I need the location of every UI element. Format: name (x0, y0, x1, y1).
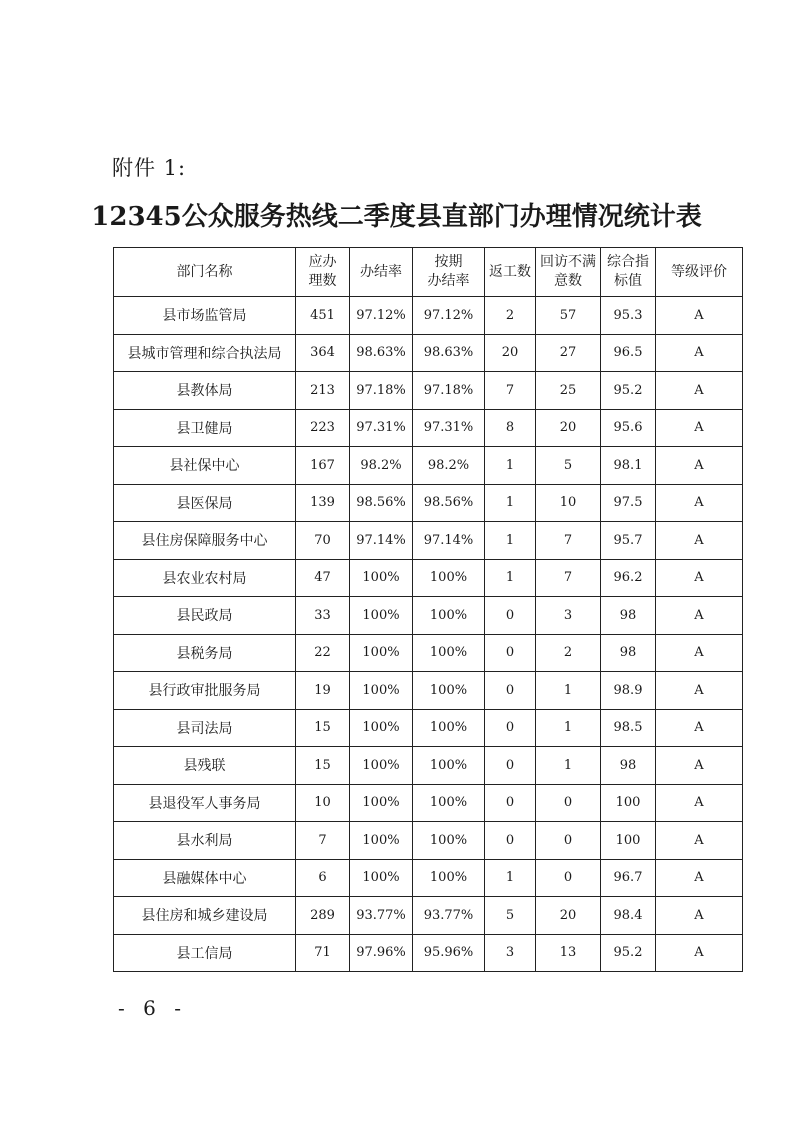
cell-department-name: 县融媒体中心 (114, 859, 296, 897)
cell-grade: A (656, 934, 743, 972)
attachment-label: 附件 1: (112, 156, 187, 180)
header-assigned-count: 应办 理数 (296, 248, 350, 297)
cell-assigned-count: 15 (296, 709, 350, 747)
cell-completion-rate: 98.2% (350, 447, 413, 485)
cell-composite-index: 96.2 (601, 559, 656, 597)
cell-assigned-count: 22 (296, 634, 350, 672)
table-row (114, 634, 743, 672)
cell-assigned-count: 167 (296, 447, 350, 485)
cell-ontime-completion-rate: 100% (413, 672, 485, 710)
cell-completion-rate: 97.14% (350, 522, 413, 560)
cell-grade: A (656, 409, 743, 447)
cell-department-name: 县行政审批服务局 (114, 672, 296, 710)
cell-department-name: 县退役军人事务局 (114, 784, 296, 822)
table-row (114, 597, 743, 635)
cell-completion-rate: 100% (350, 559, 413, 597)
cell-rework-count: 3 (485, 934, 536, 972)
cell-assigned-count: 47 (296, 559, 350, 597)
table-row (114, 409, 743, 447)
cell-grade: A (656, 634, 743, 672)
cell-assigned-count: 223 (296, 409, 350, 447)
cell-ontime-completion-rate: 93.77% (413, 897, 485, 935)
cell-dissatisfied-count: 7 (536, 559, 601, 597)
cell-dissatisfied-count: 27 (536, 334, 601, 372)
table-row (114, 447, 743, 485)
cell-grade: A (656, 334, 743, 372)
cell-rework-count: 1 (485, 522, 536, 560)
cell-composite-index: 98 (601, 747, 656, 785)
cell-grade: A (656, 822, 743, 860)
cell-assigned-count: 213 (296, 372, 350, 410)
table-row (114, 934, 743, 972)
cell-ontime-completion-rate: 100% (413, 784, 485, 822)
cell-rework-count: 8 (485, 409, 536, 447)
cell-composite-index: 96.7 (601, 859, 656, 897)
cell-dissatisfied-count: 13 (536, 934, 601, 972)
cell-composite-index: 96.5 (601, 334, 656, 372)
cell-rework-count: 0 (485, 709, 536, 747)
header-ontime-completion-rate: 按期 办结率 (413, 248, 485, 297)
cell-composite-index: 100 (601, 822, 656, 860)
cell-department-name: 县残联 (114, 747, 296, 785)
cell-assigned-count: 7 (296, 822, 350, 860)
cell-ontime-completion-rate: 100% (413, 559, 485, 597)
cell-rework-count: 1 (485, 447, 536, 485)
table-row (114, 709, 743, 747)
cell-dissatisfied-count: 1 (536, 709, 601, 747)
cell-rework-count: 0 (485, 784, 536, 822)
cell-ontime-completion-rate: 98.2% (413, 447, 485, 485)
cell-rework-count: 1 (485, 484, 536, 522)
cell-grade: A (656, 297, 743, 335)
cell-assigned-count: 451 (296, 297, 350, 335)
cell-rework-count: 1 (485, 559, 536, 597)
cell-ontime-completion-rate: 97.18% (413, 372, 485, 410)
cell-rework-count: 7 (485, 372, 536, 410)
cell-completion-rate: 100% (350, 709, 413, 747)
cell-dissatisfied-count: 1 (536, 672, 601, 710)
cell-composite-index: 98 (601, 597, 656, 635)
cell-dissatisfied-count: 3 (536, 597, 601, 635)
cell-dissatisfied-count: 10 (536, 484, 601, 522)
cell-department-name: 县农业农村局 (114, 559, 296, 597)
cell-composite-index: 98.4 (601, 897, 656, 935)
cell-rework-count: 0 (485, 747, 536, 785)
cell-ontime-completion-rate: 98.63% (413, 334, 485, 372)
cell-completion-rate: 100% (350, 597, 413, 635)
cell-composite-index: 95.2 (601, 934, 656, 972)
cell-department-name: 县税务局 (114, 634, 296, 672)
cell-rework-count: 0 (485, 672, 536, 710)
cell-rework-count: 5 (485, 897, 536, 935)
cell-dissatisfied-count: 5 (536, 447, 601, 485)
cell-completion-rate: 100% (350, 822, 413, 860)
cell-completion-rate: 97.12% (350, 297, 413, 335)
cell-rework-count: 1 (485, 859, 536, 897)
table-row (114, 297, 743, 335)
cell-department-name: 县市场监管局 (114, 297, 296, 335)
table-row (114, 522, 743, 560)
cell-grade: A (656, 897, 743, 935)
cell-assigned-count: 70 (296, 522, 350, 560)
cell-composite-index: 95.7 (601, 522, 656, 560)
cell-composite-index: 95.2 (601, 372, 656, 410)
cell-ontime-completion-rate: 98.56% (413, 484, 485, 522)
cell-assigned-count: 71 (296, 934, 350, 972)
cell-ontime-completion-rate: 100% (413, 597, 485, 635)
table-row (114, 859, 743, 897)
cell-rework-count: 0 (485, 634, 536, 672)
cell-ontime-completion-rate: 100% (413, 747, 485, 785)
cell-department-name: 县工信局 (114, 934, 296, 972)
cell-completion-rate: 100% (350, 634, 413, 672)
cell-grade: A (656, 747, 743, 785)
cell-assigned-count: 6 (296, 859, 350, 897)
cell-composite-index: 98.1 (601, 447, 656, 485)
cell-dissatisfied-count: 20 (536, 409, 601, 447)
header-rework-count: 返工数 (485, 248, 536, 297)
cell-ontime-completion-rate: 100% (413, 709, 485, 747)
cell-dissatisfied-count: 0 (536, 859, 601, 897)
table-row (114, 559, 743, 597)
cell-dissatisfied-count: 20 (536, 897, 601, 935)
cell-composite-index: 98 (601, 634, 656, 672)
header-department-name: 部门名称 (114, 248, 296, 297)
cell-completion-rate: 100% (350, 859, 413, 897)
cell-grade: A (656, 709, 743, 747)
cell-grade: A (656, 784, 743, 822)
table-row (114, 747, 743, 785)
header-composite-index: 综合指 标值 (601, 248, 656, 297)
cell-composite-index: 98.5 (601, 709, 656, 747)
cell-composite-index: 95.6 (601, 409, 656, 447)
cell-assigned-count: 139 (296, 484, 350, 522)
cell-completion-rate: 98.63% (350, 334, 413, 372)
header-completion-rate: 办结率 (350, 248, 413, 297)
cell-department-name: 县卫健局 (114, 409, 296, 447)
cell-department-name: 县民政局 (114, 597, 296, 635)
header-dissatisfied-count: 回访不满 意数 (536, 248, 601, 297)
cell-dissatisfied-count: 57 (536, 297, 601, 335)
statistics-table (113, 247, 743, 972)
table-row (114, 822, 743, 860)
cell-ontime-completion-rate: 95.96% (413, 934, 485, 972)
cell-department-name: 县水利局 (114, 822, 296, 860)
cell-rework-count: 20 (485, 334, 536, 372)
cell-grade: A (656, 522, 743, 560)
cell-grade: A (656, 859, 743, 897)
table-header-row (114, 248, 743, 297)
cell-ontime-completion-rate: 97.12% (413, 297, 485, 335)
cell-dissatisfied-count: 2 (536, 634, 601, 672)
cell-rework-count: 0 (485, 597, 536, 635)
table-row (114, 672, 743, 710)
cell-grade: A (656, 597, 743, 635)
cell-department-name: 县医保局 (114, 484, 296, 522)
cell-ontime-completion-rate: 100% (413, 822, 485, 860)
cell-assigned-count: 10 (296, 784, 350, 822)
table-row (114, 897, 743, 935)
cell-dissatisfied-count: 1 (536, 747, 601, 785)
cell-department-name: 县城市管理和综合执法局 (114, 334, 296, 372)
cell-dissatisfied-count: 7 (536, 522, 601, 560)
cell-grade: A (656, 559, 743, 597)
cell-department-name: 县司法局 (114, 709, 296, 747)
cell-dissatisfied-count: 0 (536, 822, 601, 860)
table-row (114, 334, 743, 372)
cell-grade: A (656, 447, 743, 485)
cell-ontime-completion-rate: 100% (413, 634, 485, 672)
cell-department-name: 县教体局 (114, 372, 296, 410)
cell-ontime-completion-rate: 97.31% (413, 409, 485, 447)
cell-assigned-count: 19 (296, 672, 350, 710)
document-title: 12345公众服务热线二季度县直部门办理情况统计表 (91, 202, 702, 232)
cell-composite-index: 100 (601, 784, 656, 822)
cell-completion-rate: 97.31% (350, 409, 413, 447)
cell-grade: A (656, 672, 743, 710)
cell-rework-count: 0 (485, 822, 536, 860)
cell-dissatisfied-count: 25 (536, 372, 601, 410)
cell-rework-count: 2 (485, 297, 536, 335)
cell-completion-rate: 100% (350, 747, 413, 785)
cell-assigned-count: 15 (296, 747, 350, 785)
table-row (114, 784, 743, 822)
cell-assigned-count: 33 (296, 597, 350, 635)
cell-composite-index: 95.3 (601, 297, 656, 335)
cell-completion-rate: 93.77% (350, 897, 413, 935)
cell-ontime-completion-rate: 97.14% (413, 522, 485, 560)
cell-completion-rate: 100% (350, 672, 413, 710)
cell-composite-index: 98.9 (601, 672, 656, 710)
cell-department-name: 县住房和城乡建设局 (114, 897, 296, 935)
cell-grade: A (656, 372, 743, 410)
cell-completion-rate: 100% (350, 784, 413, 822)
header-grade: 等级评价 (656, 248, 743, 297)
table-body (114, 297, 743, 972)
cell-completion-rate: 97.18% (350, 372, 413, 410)
cell-composite-index: 97.5 (601, 484, 656, 522)
cell-assigned-count: 289 (296, 897, 350, 935)
cell-completion-rate: 97.96% (350, 934, 413, 972)
cell-department-name: 县社保中心 (114, 447, 296, 485)
cell-dissatisfied-count: 0 (536, 784, 601, 822)
table-row (114, 372, 743, 410)
table-row (114, 484, 743, 522)
cell-department-name: 县住房保障服务中心 (114, 522, 296, 560)
cell-ontime-completion-rate: 100% (413, 859, 485, 897)
page-number: - 6 - (118, 996, 187, 1020)
cell-grade: A (656, 484, 743, 522)
cell-assigned-count: 364 (296, 334, 350, 372)
cell-completion-rate: 98.56% (350, 484, 413, 522)
